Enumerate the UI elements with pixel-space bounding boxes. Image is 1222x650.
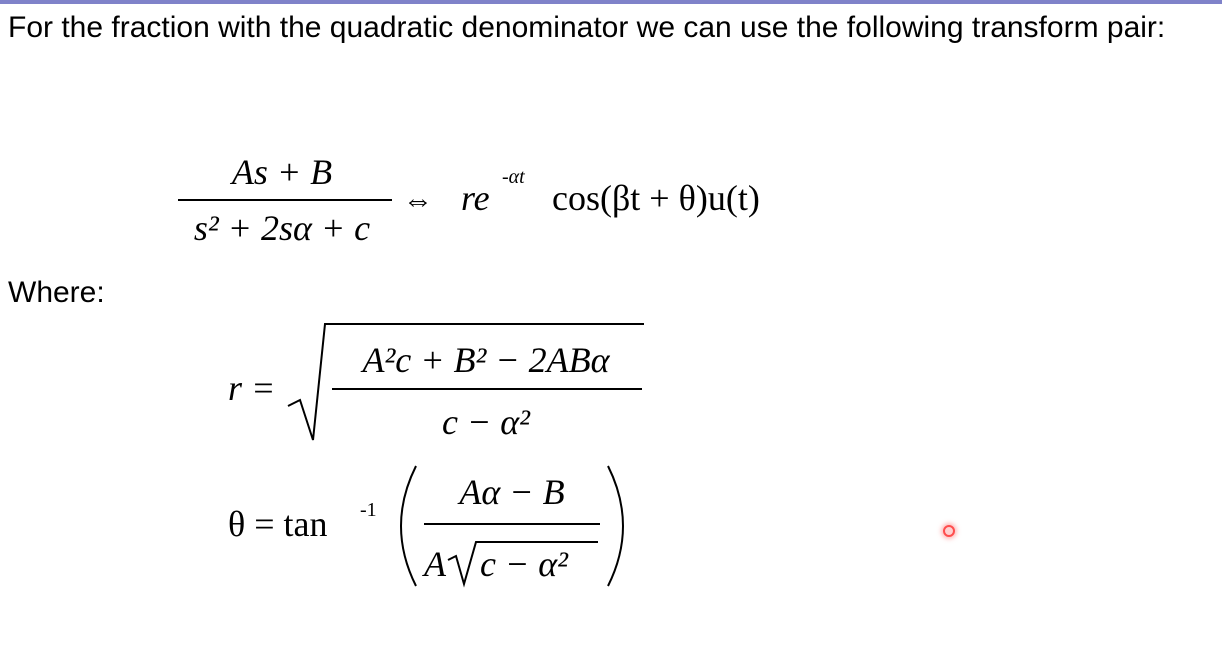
r-numerator: A²c + B² − 2ABα (362, 340, 610, 380)
theta-numerator: Aα − B (459, 472, 565, 512)
left-paren (401, 466, 416, 586)
where-label: Where: (8, 276, 105, 309)
tp-numerator: As + B (231, 152, 333, 192)
tp-rhs-base: re (461, 178, 490, 218)
intro-paragraph: For the fraction with the quadratic denominator we can use the following transform pair: (8, 11, 1166, 44)
tp-arrow: ⇔ (403, 184, 433, 217)
theta-denominator-radicand: c − α² (480, 544, 568, 584)
top-rule (0, 0, 1222, 4)
r-equation (228, 322, 668, 452)
theta-exponent: -1 (360, 499, 377, 521)
tp-rhs-exponent: -αt (502, 166, 525, 188)
tp-rhs-tail: cos(βt + θ)u(t) (552, 178, 760, 218)
transform-pair-equation (170, 146, 870, 261)
right-paren (608, 466, 623, 586)
theta-denominator-coef: A (424, 544, 446, 584)
r-lhs: r = (228, 368, 276, 408)
pointer-dot (943, 525, 955, 537)
theta-equation (228, 460, 648, 605)
r-denominator: c − α² (442, 402, 530, 442)
theta-lhs: θ = tan (228, 504, 328, 544)
tp-denominator: s² + 2sα + c (193, 208, 371, 248)
